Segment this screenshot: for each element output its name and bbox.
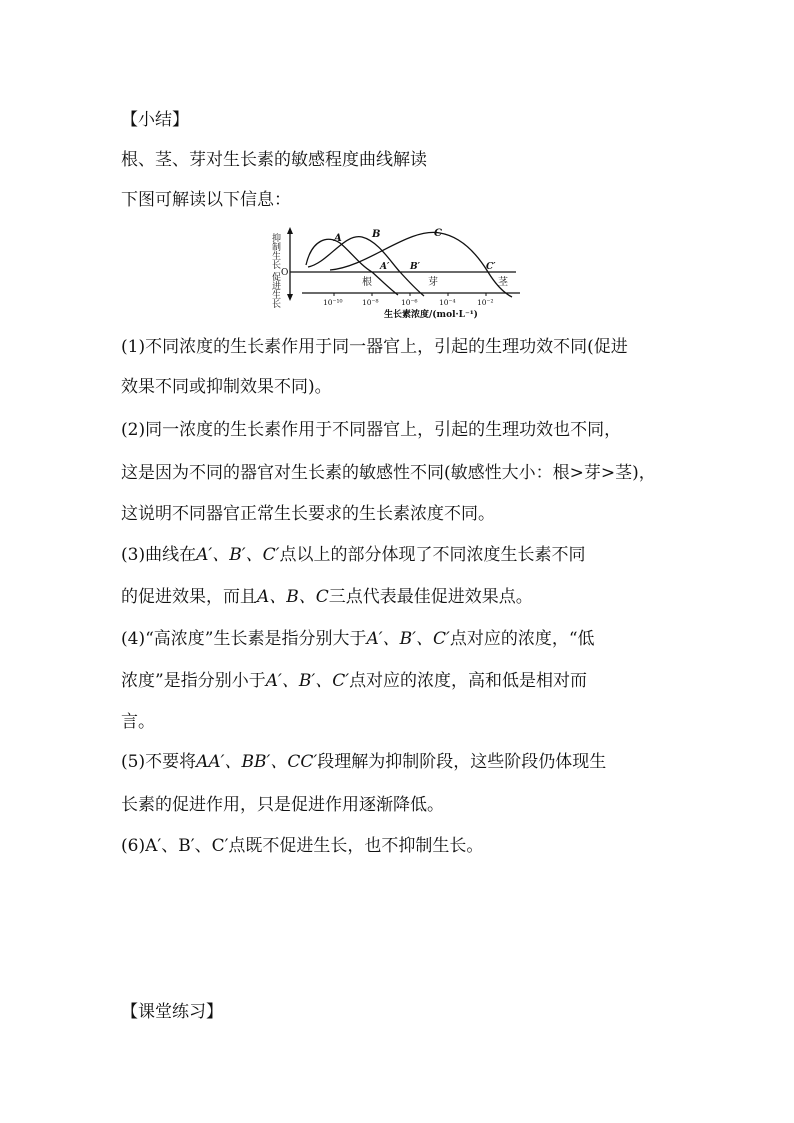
point-4-line-1 <box>121 628 595 650</box>
point-4-line-3: 言。 <box>121 712 155 732</box>
peak-label-a: A <box>334 233 342 244</box>
point-5-line-1 <box>121 751 606 773</box>
point-3-text: (3)曲线在 <box>121 545 197 565</box>
crossing-label-a: A′ <box>380 262 390 272</box>
point-2-line-2: 这是因为不同的器官对生长素的敏感性不同(敏感性大小：根>芽>茎)， <box>121 463 656 483</box>
point-3-points: A′、B′、C′ <box>196 545 280 565</box>
practice-heading: 【课堂练习】 <box>121 1002 223 1022</box>
point-4-text: 浓度”是指分别小于 <box>121 671 266 691</box>
organ-label-root: 根 <box>362 277 372 288</box>
x-tick-label: 10⁻¹⁰ <box>323 298 343 307</box>
organ-label-bud: 芽 <box>428 277 438 288</box>
x-tick-label: 10⁻² <box>477 298 494 307</box>
point-4-text: (4)“高浓度”生长素是指分别大于 <box>121 629 367 649</box>
auxin-sensitivity-figure <box>268 227 534 319</box>
crossing-label-b: B′ <box>410 262 420 272</box>
point-5-segments: AA′、BB′、CC′ <box>196 752 318 772</box>
x-tick-label: 10⁻⁴ <box>439 298 456 307</box>
point-3-text: 的促进效果，而且 <box>121 587 257 607</box>
y-axis-label: 抑制生长 促进生长 <box>270 233 280 308</box>
auxin-curve-graph <box>268 227 534 319</box>
origin-label: O <box>281 268 289 278</box>
point-3-line-2 <box>121 586 533 608</box>
point-5-line-2: 长素的促进作用，只是促进作用逐渐降低。 <box>121 795 444 815</box>
organ-label-stem: 茎 <box>498 277 508 288</box>
crossing-label-c: C′ <box>486 262 496 272</box>
point-5-text: 段理解为抑制阶段，这些阶段仍体现生 <box>317 752 607 772</box>
x-tick-label: 10⁻⁸ <box>362 298 379 307</box>
point-4-points: A′、B′、C′ <box>366 629 450 649</box>
y-axis-arrow-down <box>287 294 293 301</box>
section-subtitle: 根、茎、芽对生长素的敏感程度曲线解读 <box>121 150 427 170</box>
point-3-line-1 <box>121 544 585 566</box>
point-2-line-3: 这说明不同器官正常生长要求的生长素浓度不同。 <box>121 504 495 524</box>
point-5-text: (5)不要将 <box>121 752 197 772</box>
point-3-text: 三点代表最佳促进效果点。 <box>328 587 533 607</box>
point-4-text: 点对应的浓度，“低 <box>449 629 595 649</box>
point-3-text: 点以上的部分体现了不同浓度生长素不同 <box>279 545 586 565</box>
point-1-line-2: 效果不同或抑制效果不同)。 <box>121 377 332 397</box>
x-axis-label: 生长素浓度/(mol·L⁻¹) <box>384 310 478 319</box>
point-2-line-1: (2)同一浓度的生长素作用于不同器官上，引起的生理功效也不同， <box>121 420 622 440</box>
y-axis-arrow-up <box>287 227 293 234</box>
point-6-line-1: (6)A′、B′、C′点既不促进生长，也不抑制生长。 <box>121 836 484 856</box>
point-1-line-1: (1)不同浓度的生长素作用于同一器官上，引起的生理功效不同(促进 <box>121 337 628 357</box>
curve-stem <box>330 232 512 297</box>
peak-label-c: C <box>434 228 442 239</box>
summary-heading: 【小结】 <box>121 110 189 130</box>
point-4-text: 点对应的浓度，高和低是相对而 <box>349 671 588 691</box>
point-4-points: A′、B′、C′ <box>265 671 350 691</box>
peak-label-b: B <box>372 229 381 240</box>
intro-text: 下图可解读以下信息： <box>121 190 291 210</box>
x-tick-label: 10⁻⁶ <box>401 298 418 307</box>
point-3-points: A、B、C <box>257 587 329 607</box>
point-4-line-2 <box>121 670 587 692</box>
